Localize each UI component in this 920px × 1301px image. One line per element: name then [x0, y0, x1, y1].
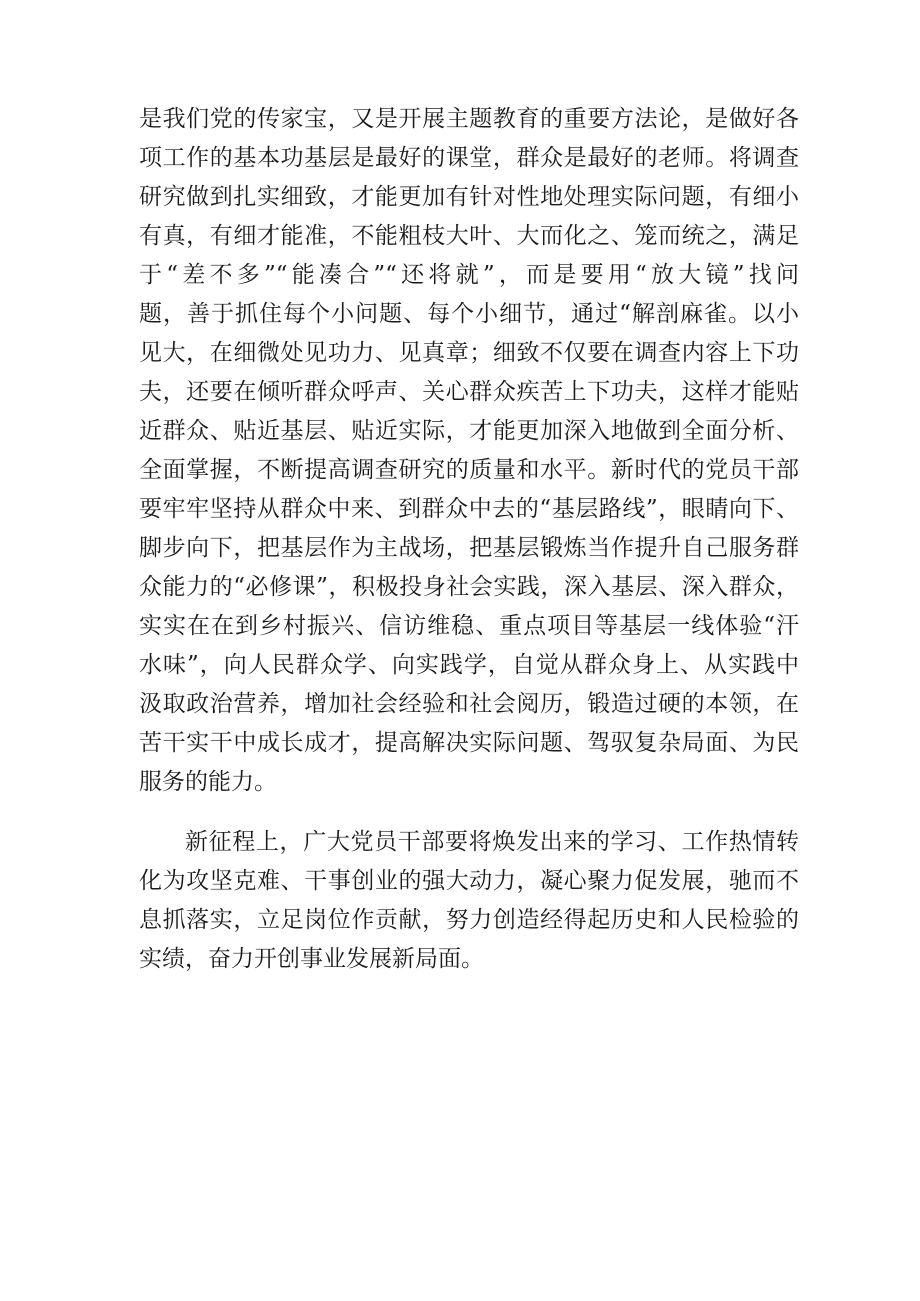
- text-line: 实绩，奋力开创事业发展新局面。: [139, 946, 484, 972]
- paragraph-spacer: [139, 802, 799, 823]
- text-line: 实实在在到乡村振兴、信访维稳、重点项目等基层一线体验“汗: [139, 613, 799, 639]
- text-line: 脚步向下，把基层作为主战场，把基层锻炼当作提升自己服务群: [139, 535, 799, 561]
- text-line: 水味”，向人民群众学、向实践学，自觉从群众身上、从实践中: [139, 652, 799, 678]
- text-line: 见大，在细微处见功力、见真章；细致不仅要在调查内容上下功: [139, 340, 799, 366]
- document-body: [139, 100, 799, 979]
- paragraph-1: [139, 100, 799, 802]
- text-line: 题，善于抓住每个小问题、每个小细节，通过“解剖麻雀。以小: [139, 301, 799, 327]
- text-line: 服务的能力。: [139, 769, 277, 795]
- text-line: 项工作的基本功基层是最好的课堂，群众是最好的老师。将调查: [139, 145, 799, 171]
- text-line: 新征程上，广大党员干部要将焕发出来的学习、工作热情转: [185, 829, 799, 855]
- text-line: 于“差不多”“能凑合”“还将就”，而是要用“放大镜”找问: [139, 262, 799, 288]
- text-line: 研究做到扎实细致，才能更加有针对性地处理实际问题，有细小: [139, 184, 799, 210]
- text-line: 是我们党的传家宝，又是开展主题教育的重要方法论，是做好各: [139, 106, 799, 132]
- text-line: 众能力的“必修课”，积极投身社会实践，深入基层、深入群众，: [139, 574, 799, 600]
- text-line: 全面掌握，不断提高调查研究的质量和水平。新时代的党员干部: [139, 457, 799, 483]
- text-line: 化为攻坚克难、干事创业的强大动力，凝心聚力促发展，驰而不: [139, 868, 799, 894]
- text-line: 汲取政治营养，增加社会经验和社会阅历，锻造过硬的本领，在: [139, 691, 799, 717]
- text-line: 要牢牢坚持从群众中来、到群众中去的“基层路线”，眼睛向下、: [139, 496, 799, 522]
- paragraph-2: [139, 823, 799, 979]
- text-line: 夫，还要在倾听群众呼声、关心群众疾苦上下功夫，这样才能贴: [139, 379, 799, 405]
- text-line: 近群众、贴近基层、贴近实际，才能更加深入地做到全面分析、: [139, 418, 799, 444]
- text-line: 苦干实干中成长成才，提高解决实际问题、驾驭复杂局面、为民: [139, 730, 799, 756]
- text-line: 有真，有细才能准，不能粗枝大叶、大而化之、笼而统之，满足: [139, 223, 799, 249]
- text-line: 息抓落实，立足岗位作贡献，努力创造经得起历史和人民检验的: [139, 907, 799, 933]
